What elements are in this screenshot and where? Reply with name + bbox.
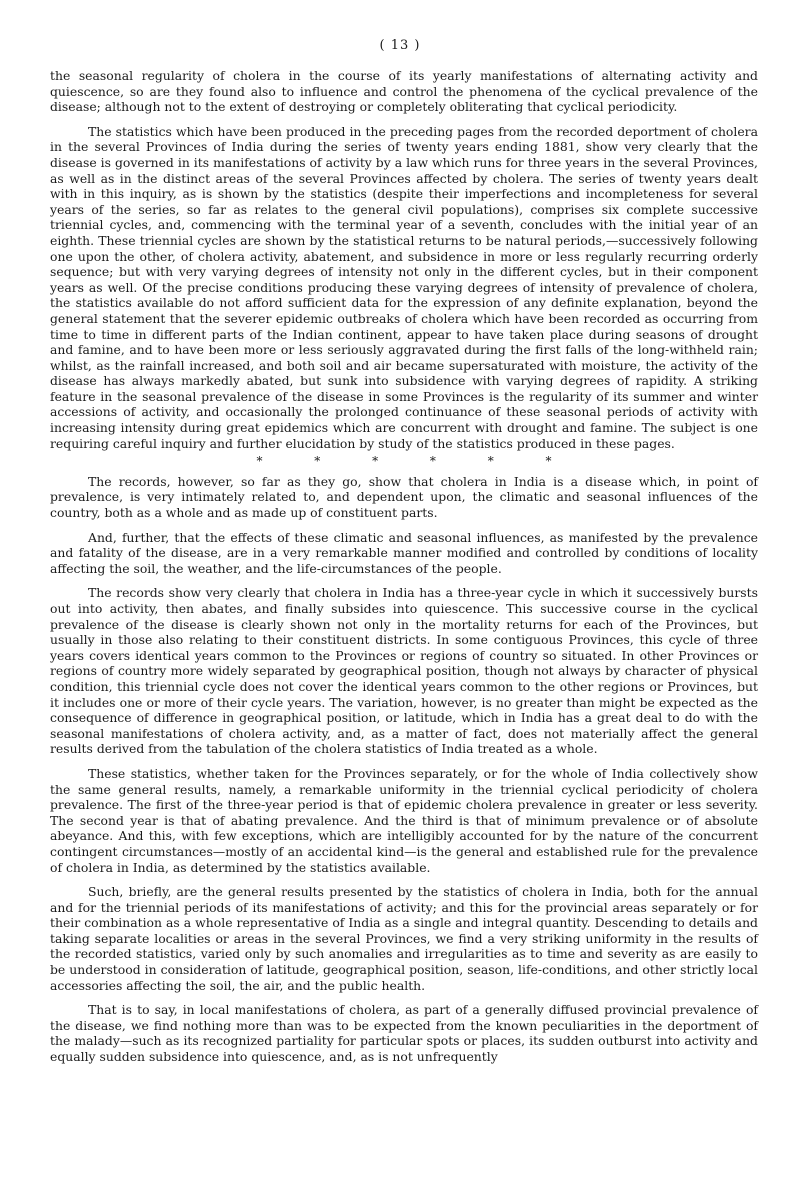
paragraph: And, further, that the effects of these climatic and seasonal influences, as manifested by the prevalence and fatality of the disease, are in a very remarkable manner modified and controlled by conditions of locality affecting the soil, the weather, and the life-circumstances of the people. xyxy=(50,529,758,576)
body-text xyxy=(50,68,758,1074)
paragraph: The records, however, so far as they go, show that cholera in India is a disease which, in point of prevalence, is very intimately related to, and dependent upon, the climatic and seasonal influences of the country, both as a whole and as made up of constituent parts. xyxy=(50,473,758,521)
paragraph: Such, briefly, are the general results presented by the statistics of cholera in India, both for the annual and for the triennial periods of its manifestations of activity; and this for the provincial areas separately or for their combination as a whole representative of India as a single and integral quantity. Descending to details and taking separate localities or areas in the several Provinces, we find a very striking uniformity in the results of the recorded statistics, varied only by such anomalies and irregularities as to time and severity as are easily to be understood in consideration of latitude, geographical position, season, life-conditions, and other strictly local accessories affecting the soil, the air, and the public health. xyxy=(50,884,758,993)
paragraph: The statistics which have been produced in the preceding pages from the recorded deportment of cholera in the several Provinces of India during the series of twenty years ending 1881, show very clearly that the disease is governed in its manifestations of activity by a law which runs for three years in the several Provinces, as well as in the distinct areas of the several Provinces affected by cholera. The series of twenty years dealt with in this inquiry, as is shown by the statistics (despite their imperfections and incompleteness for several years of the series, so far as relates to the general civil populations), comprises six complete successive triennial cycles, and, commencing with the terminal year of a seventh, concludes with the initial year of an eighth. These triennial cycles are shown by the statistical returns to be natural periods,—successively following one upon the other, of cholera activity, abatement, and subsidence in more or less regularly recurring orderly sequence; but with very varying degrees of intensity not only in the different cycles, but in their component years as well. Of the precise conditions producing these varying degrees of intensity of prevalence of cholera, the statistics available do not afford sufficient data for the expression of any definite explanation, beyond the general statement that the severer epidemic outbreaks of cholera which have been recorded as occurring from time to time in different parts of the Indian continent, appear to have taken place during seasons of drought and famine, and to have been more or less seriously aggravated during the first falls of the long-withheld rain; whilst, as the rainfall increased, and both soil and air became supersaturated with moisture, the activity of the disease has always markedly abated, but sunk into subsidence with varying degrees of rapidity. A striking feature in the seasonal prevalence of the disease in some Provinces is the regularity of its summer and winter accessions of activity, and occasionally the prolonged continuance of these seasonal periods of activity with increasing intensity during great epidemics which are concurrent with drought and famine. The subject is one requiring careful inquiry and further elucidation by study of the statistics produced in these pages. xyxy=(50,123,758,451)
paragraph: These statistics, whether taken for the Provinces separately, or for the whole of India collectively show the same general results, namely, a remarkable uniformity in the triennial cyclical periodicity of cholera prevalence. The first of the three-year period is that of epidemic cholera prevalence in greater or less severity. The second year is that of abating prevalence. And the third is that of minimum prevalence or of absolute abeyance. And this, with few exceptions, which are intelligibly accounted for by the nature of the concurrent contingent circumstances—mostly of an accidental kind—is the general and established rule for the prevalence of cholera in India, as determined by the statistics available. xyxy=(50,765,758,875)
paragraph: The records show very clearly that cholera in India has a three-year cycle in which it successively bursts out into activity, then abates, and finally subsides into quiescence. This successive course in the cyclical prevalence of the disease is clearly shown not only in the mortality returns for each of the Provinces, but usually in those also relating to their constituent districts. In some contiguous Provinces, this cycle of three years covers identical years common to the Provinces or regions of country so situated. In other Provinces or regions of country more widely separated by geographical position, though not always by character of physical condition, this triennial cycle does not cover the identical years common to the other regions or Provinces, but it includes one or more of their cycle years. The variation, however, is no greater than might be expected as the consequence of difference in geographical position, or latitude, which in India has a great deal to do with the seasonal manifestations of cholera activity, and, as a matter of fact, does not materially affect the general results derived from the tabulation of the cholera statistics of India treated as a whole. xyxy=(50,585,758,757)
paragraph-continuation: the seasonal regularity of cholera in the course of its yearly manifestations of alternating activity and quiescence, so are they found also to influence and control the phenomena of the cyclical prevalence of the disease; although not to the extent of destroying or completely obliterating that cyclical periodicity. xyxy=(50,68,758,115)
paragraph: That is to say, in local manifestations of cholera, as part of a generally diffused provincial prevalence of the disease, we find nothing more than was to be expected from the known peculiarities in the deportment of the malady—such as its recognized partiality for particular spots or places, its sudden outburst into activity and equally sudden subsidence into quiescence, and, as is not unfrequently xyxy=(50,1002,758,1065)
page-number: ( 13 ) xyxy=(379,38,421,53)
section-separator: * * * * * * xyxy=(256,454,552,469)
